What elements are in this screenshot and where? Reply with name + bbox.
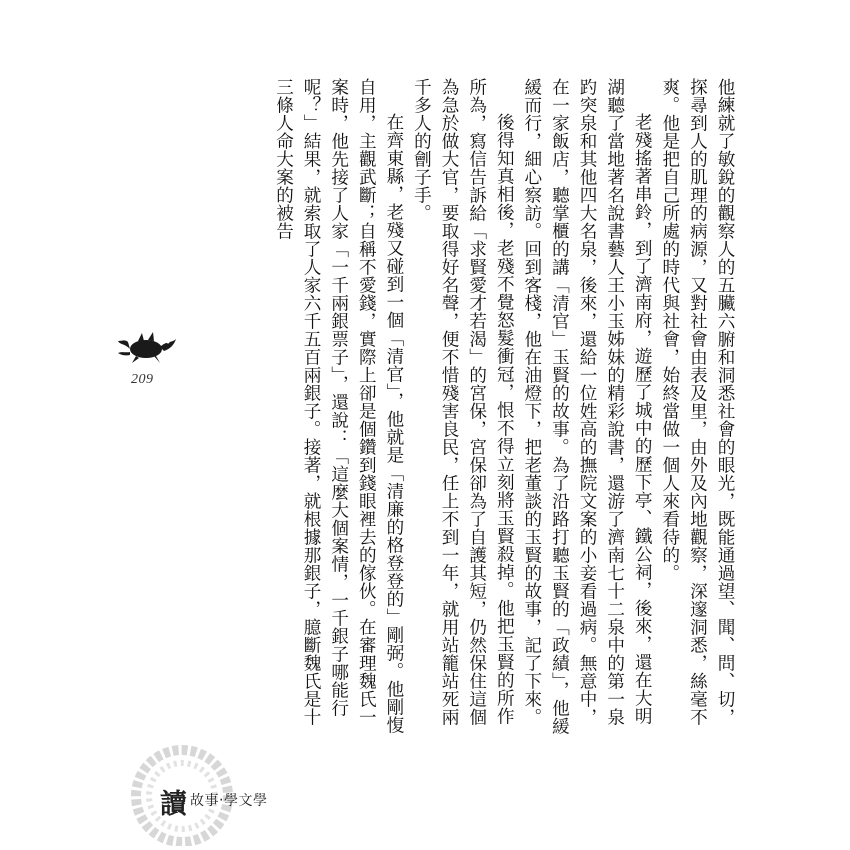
paragraph-4: 在齊東縣，老殘又碰到一個「清官」，他就是「清廉的格登登的」剛弼。他剛愎自用，主觀武斷；自稱不愛錢，實際上卻是個鑽到錢眼裡去的傢伙。在審理魏氏一案時，他先接了人家「一千兩銀票子」，還說：「這麼大個案情，一千銀子哪能行呢？」結果，就索取了人家六千五百兩銀子。接著，就根據那銀子，臆斷魏氏是十三條人命大案的被告 [273,78,404,735]
series-logo [124,736,268,846]
paragraph-1: 他練就了敏銳的觀察人的五臟六腑和洞悉社會的眼光，既能通過望、聞、問、切，探尋到人的肌理的病源，又對社會由表及里，由外及內地觀察，深邃洞悉，絲毫不爽。他是把自己所處的時代與社會，始終當做一個人來看待的。 [659,78,735,726]
series-title: 故事‧學文學 [190,793,268,809]
paragraph-3: 後得知真相後，老殘不覺怒髮衝冠，恨不得立刻將玉賢殺掉。他把玉賢的所作所為，寫信告訴給「求賢愛才若渴」的宮保，宮保卻為了自護其短，仍然保住這個為急於做大官，要取得好名聲，便不惜殘害良民，任上不到一年，就用站籠站死兩千多人的劊子手。 [411,78,515,726]
logo-character: 讀 [160,789,187,820]
body-text [269,78,738,738]
paragraph-2: 老殘搖著串鈴，到了濟南府，遊歷了城中的歷下亭、鐵公祠，後來，還在大明湖聽了當地著名說書藝人王小玉姊妹的精彩說書，還游了濟南七十二泉中的第一泉趵突泉和其他四大名泉，後來，還給一位姓高的撫院文案的小妾看過病。無意中，在一家飯店，聽掌櫃的講「清官」玉賢的故事。為了沿路打聽玉賢的「政績」，他緩緩而行，細心察訪。回到客棧，他在油燈下，把老董談的玉賢的故事，記了下來。 [521,78,653,736]
dragon-ornament-icon [116,327,178,367]
page-number: 209 [131,372,154,387]
